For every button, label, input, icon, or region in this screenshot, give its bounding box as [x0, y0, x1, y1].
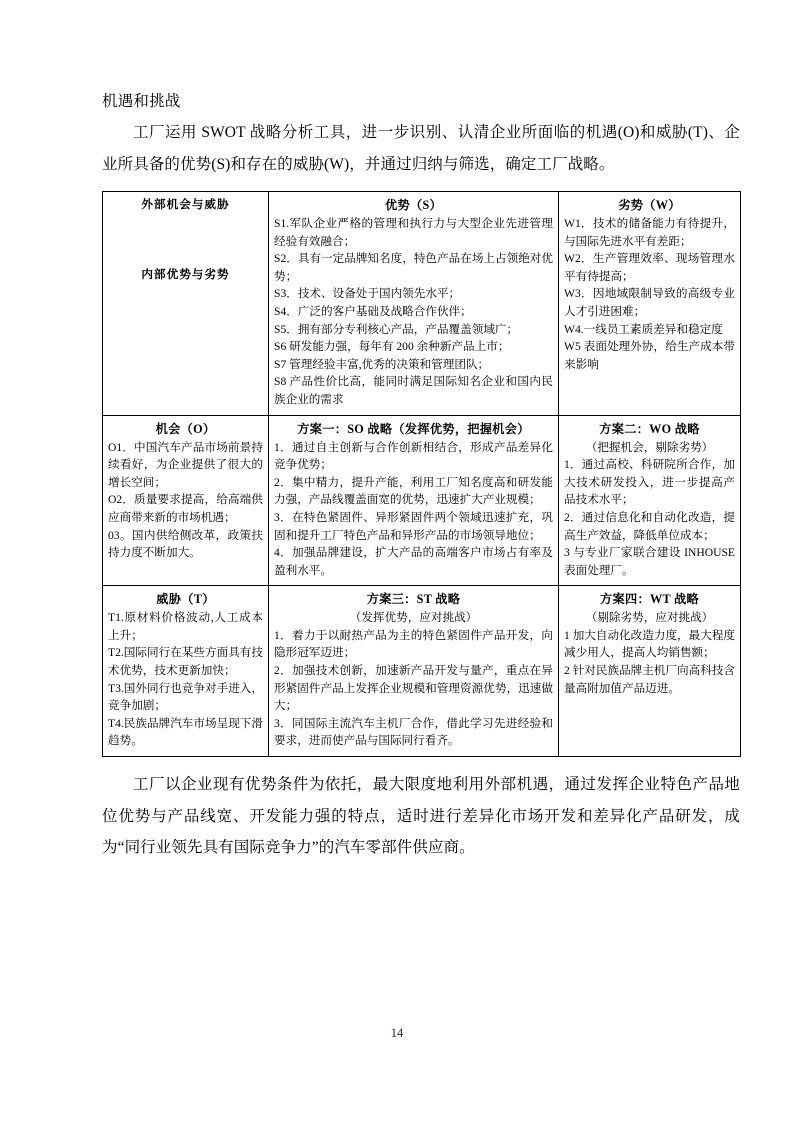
list-item: 4．加强品牌建设，扩大产品的高端客户市场占有率及盈利水平。	[274, 546, 553, 577]
axis-external-label: 外部机会与威胁	[141, 198, 230, 211]
opportunities-cell	[103, 415, 269, 586]
threats-title: 威胁（T）	[156, 592, 215, 607]
table-row-opportunities	[103, 415, 741, 586]
st-strategy-list	[274, 627, 553, 750]
list-item: W2．生产管理效率、现场管理水平有待提高；	[564, 252, 735, 283]
wt-strategy-list	[564, 627, 735, 697]
wo-strategy-subtitle: （把握机会，剔除劣势）	[585, 440, 714, 454]
list-item: 1 加大自动化改造力度，最大程度减少用人，提高人均销售额；	[564, 628, 736, 660]
list-item: S3．技术、设备处于国内领先水平；	[274, 287, 461, 301]
list-item: W4.一线员工素质差异和稳定度	[564, 322, 723, 336]
list-item: 3．同国际主流汽车主机厂合作，借此学习先进经验和要求，进而使产品与国际同行看齐。	[274, 716, 553, 748]
wt-strategy-cell	[559, 586, 741, 757]
wt-strategy-title: 方案四：WT 战略	[600, 592, 699, 607]
list-item: S4．广泛的客户基础及战略合作伙伴；	[274, 304, 472, 318]
list-item: S8 产品性价比高，能同时满足国际知名企业和国内民族企业的需求	[274, 375, 553, 406]
strengths-title: 优势（S）	[384, 198, 443, 212]
list-item: S1.军队企业严格的管理和执行力与大型企业先进管理经验有效融合；	[274, 217, 553, 248]
st-strategy-subtitle: （发挥优势，应对挑战）	[349, 611, 478, 625]
table-row-header	[103, 192, 741, 416]
list-item: W1．技术的储备能力有待提升，与国际先进水平有差距；	[564, 217, 735, 248]
strengths-list	[274, 215, 553, 409]
list-item: T3.国外同行也竞争对手进入，竞争加剧；	[108, 681, 263, 713]
list-item: O1．中国汽车产品市场前景持续看好，为企业提供了很大的增长空间；	[108, 440, 263, 489]
list-item: W5 表面处理外协，给生产成本带来影响	[564, 340, 735, 371]
list-item: W3．因地域限制导致的高级专业人才引进困难；	[564, 287, 735, 318]
so-strategy-title: 方案一：SO 战略（发挥优势，把握机会）	[297, 421, 530, 436]
list-item: S2．具有一定品牌知名度，特色产品在场上占领绝对优势；	[274, 252, 553, 283]
list-item: 3．在特色紧固件、异形紧固件两个领域迅速扩充，巩固和提升工厂特色产品和异形产品的市场领导地位；	[274, 510, 553, 542]
so-strategy-list	[274, 439, 553, 580]
section-heading: 机遇和挑战	[102, 93, 181, 110]
strengths-cell	[269, 192, 559, 416]
axis-header-cell	[103, 192, 269, 416]
list-item: T2.国际同行在某些方面具有技术优势，技术更新加快；	[108, 646, 263, 678]
weaknesses-list	[564, 215, 735, 373]
closing-paragraph: 工厂以企业现有优势条件为依托，最大限度地利用外部机遇，通过发挥企业特色产品地位优势与产品线宽、开发能力强的特点，适时进行差异化市场开发和差异化产品研发，成为“同行业领先具有国际竞争力”的汽车零部件供应商。	[102, 776, 740, 857]
st-strategy-title: 方案三：ST 战略	[366, 592, 461, 607]
weaknesses-cell	[559, 192, 741, 416]
threats-list	[108, 609, 263, 750]
st-strategy-cell	[269, 586, 559, 757]
page-number: 14	[390, 1026, 404, 1040]
page-content	[102, 86, 740, 864]
list-item: 03。国内供给侧改革，政策扶持力度不断加大。	[108, 528, 263, 560]
list-item: T4.民族品牌汽车市场呈现下滑趋势。	[108, 716, 263, 748]
wt-strategy-subtitle: （剔除劣势，应对挑战）	[585, 611, 714, 625]
table-row-threats	[103, 586, 741, 757]
list-item: 1．通过自主创新与合作创新相结合，形成产品差异化竞争优势；	[274, 440, 553, 472]
list-item: S5．拥有部分专利核心产品，产品覆盖领域广；	[274, 322, 519, 336]
list-item: 2．加强技术创新，加速新产品开发与量产，重点在异形紧固件产品上发挥企业规模和管理资源优势，迅速做大；	[274, 664, 553, 713]
opportunities-list	[108, 439, 263, 562]
so-strategy-cell	[269, 415, 559, 586]
list-item: 1．通过高校、科研院所合作，加大技术研发投入，进一步提高产品技术水平；	[564, 458, 735, 507]
wo-strategy-cell	[559, 415, 741, 586]
list-item: 2 针对民族品牌主机厂向高科技含量高附加值产品迈进。	[564, 664, 736, 695]
axis-internal-label: 内部优势与劣势	[141, 267, 230, 281]
list-item: S7 管理经验丰富,优秀的决策和管理团队；	[274, 357, 490, 371]
list-item: 3 与专业厂家联合建设 INHOUSE 表面处理厂。	[564, 546, 735, 577]
list-item: 1．着力于以耐热产品为主的特色紧固件产品开发，向隐形冠军迈进；	[274, 628, 553, 660]
threats-cell	[103, 586, 269, 757]
list-item: O2．质量要求提高，给高端供应商带来新的市场机遇；	[108, 493, 263, 524]
list-item: S6 研发能力强，每年有 200 余种新产品上市；	[274, 340, 510, 354]
wo-strategy-title: 方案二：WO 战略	[599, 421, 700, 436]
wo-strategy-list	[564, 456, 735, 579]
list-item: T1.原材料价格波动,人工成本上升；	[108, 611, 263, 642]
intro-paragraph: 工厂运用 SWOT 战略分析工具，进一步识别、认清企业所面临的机遇(O)和威胁(T)、企业所具备的优势(S)和存在的威胁(W)，并通过归纳与筛选，确定工厂战略。	[102, 124, 740, 173]
list-item: 2．通过信息化和自动化改造，提高生产效益，降低单位成本；	[564, 510, 735, 542]
opportunities-title: 机会（O）	[155, 421, 216, 436]
swot-matrix-table	[102, 191, 741, 757]
list-item: 2．集中精力，提升产能，利用工厂知名度高和研发能力强，产品线覆盖面宽的优势，迅速扩大产业规模；	[274, 475, 553, 507]
weaknesses-title: 劣势（W）	[618, 198, 681, 212]
